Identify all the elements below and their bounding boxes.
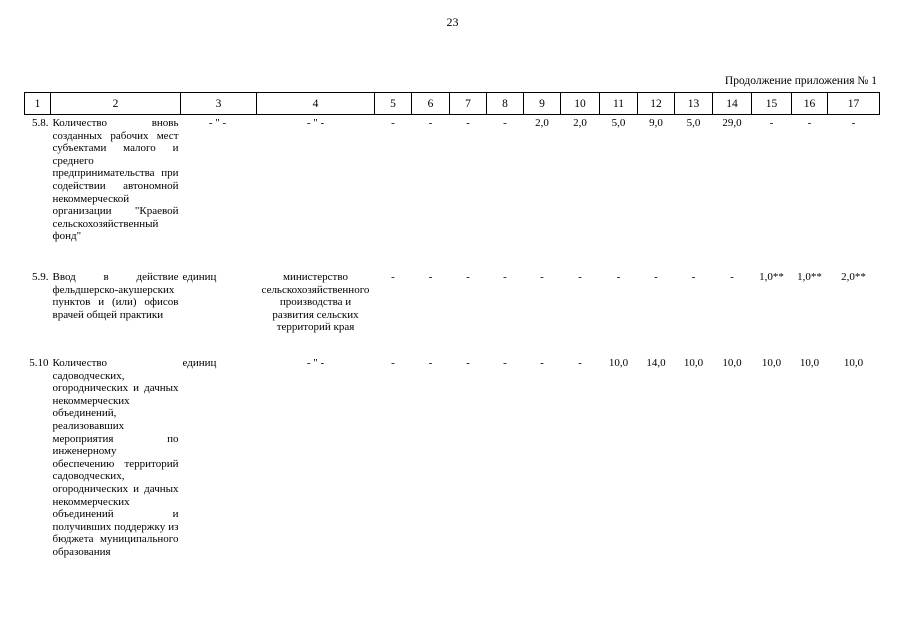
col-header: 1 [25, 93, 51, 115]
value-cell: 10,0 [761, 357, 782, 369]
indicator-name: Ввод в действие фельдшерско-акушерских пунктов и (или) офисов врачей общей практики [52, 271, 179, 321]
col-header: 3 [181, 93, 257, 115]
value-cell: - [691, 271, 696, 283]
col-header: 15 [752, 93, 792, 115]
value-cell: 10,0 [683, 357, 704, 369]
table-row [25, 115, 880, 270]
value-cell: 10,0 [722, 357, 742, 369]
col-header: 16 [792, 93, 828, 115]
value-cell: - [503, 117, 507, 129]
continuation-label: Продолжение приложения № 1 [724, 75, 877, 87]
value-cell: - [428, 271, 433, 283]
col-header: 12 [638, 93, 675, 115]
value-cell: - [851, 117, 856, 129]
col-header: 7 [450, 93, 487, 115]
value-cell: - [466, 357, 470, 369]
value-cell: - [391, 117, 395, 129]
col-header: 4 [257, 93, 375, 115]
value-cell: - [540, 357, 544, 369]
col-header: 6 [412, 93, 450, 115]
unit-cell: единиц [182, 357, 217, 369]
col-header: 10 [561, 93, 600, 115]
value-cell: - [503, 271, 507, 283]
header-row [25, 93, 880, 115]
unit-cell: - " - [208, 117, 227, 129]
value-cell: 2,0 [535, 117, 549, 129]
col-header: 14 [713, 93, 752, 115]
row-number: 5.9. [32, 271, 49, 283]
col-header: 13 [675, 93, 713, 115]
col-header: 2 [51, 93, 181, 115]
value-cell: - [769, 117, 774, 129]
value-cell: - [540, 271, 544, 283]
table-row [25, 355, 880, 587]
value-cell: - [428, 357, 433, 369]
executor-cell: - " - [306, 117, 325, 129]
page-number: 23 [446, 15, 459, 29]
executor-cell: - " - [306, 357, 325, 369]
col-header: 5 [375, 93, 412, 115]
value-cell: - [391, 271, 395, 283]
col-header: 11 [600, 93, 638, 115]
value-cell: 14,0 [646, 357, 666, 369]
col-header: 9 [524, 93, 561, 115]
value-cell: - [578, 357, 582, 369]
value-cell: - [466, 271, 470, 283]
value-cell: - [503, 357, 507, 369]
value-cell: 5,0 [686, 117, 701, 129]
col-header: 17 [828, 93, 880, 115]
value-cell: 1,0** [759, 271, 784, 283]
value-cell: 5,0 [611, 117, 626, 129]
value-cell: 9,0 [649, 117, 663, 129]
value-cell: - [466, 117, 470, 129]
unit-cell: единиц [182, 271, 217, 283]
table-row [25, 269, 880, 355]
data-table [24, 92, 880, 587]
value-cell: 10,0 [608, 357, 629, 369]
value-cell: - [391, 357, 395, 369]
value-cell: - [654, 271, 658, 283]
value-cell: - [578, 271, 582, 283]
value-cell: 29,0 [722, 117, 742, 129]
value-cell: - [616, 271, 621, 283]
value-cell: 10,0 [843, 357, 864, 369]
value-cell: - [428, 117, 433, 129]
executor-cell: министерство сельскохозяйственного производства и развития сельских территорий края [261, 271, 370, 334]
value-cell: 10,0 [799, 357, 820, 369]
value-cell: 1,0** [797, 271, 822, 283]
value-cell: 2,0 [573, 117, 587, 129]
value-cell: - [807, 117, 812, 129]
row-number: 5.8. [32, 117, 49, 129]
indicator-name: Количество садоводческих, огороднических и дачных некоммерческих объединений, реализовавших мероприятия по инженерному обеспечению территорий садоводческих, огороднических и дачных некоммерческих объединений и получивших поддержку из бюджета муниципального образования [52, 357, 179, 558]
indicator-name: Количество вновь созданных рабочих мест субъектами малого и среднего предпринимательства при содействии автономной некоммерческой организации "Краевой сельскохозяйственный фонд" [52, 117, 179, 243]
value-cell: - [730, 271, 734, 283]
value-cell: 2,0** [841, 271, 866, 283]
col-header: 8 [487, 93, 524, 115]
row-number: 5.10 [29, 357, 49, 369]
